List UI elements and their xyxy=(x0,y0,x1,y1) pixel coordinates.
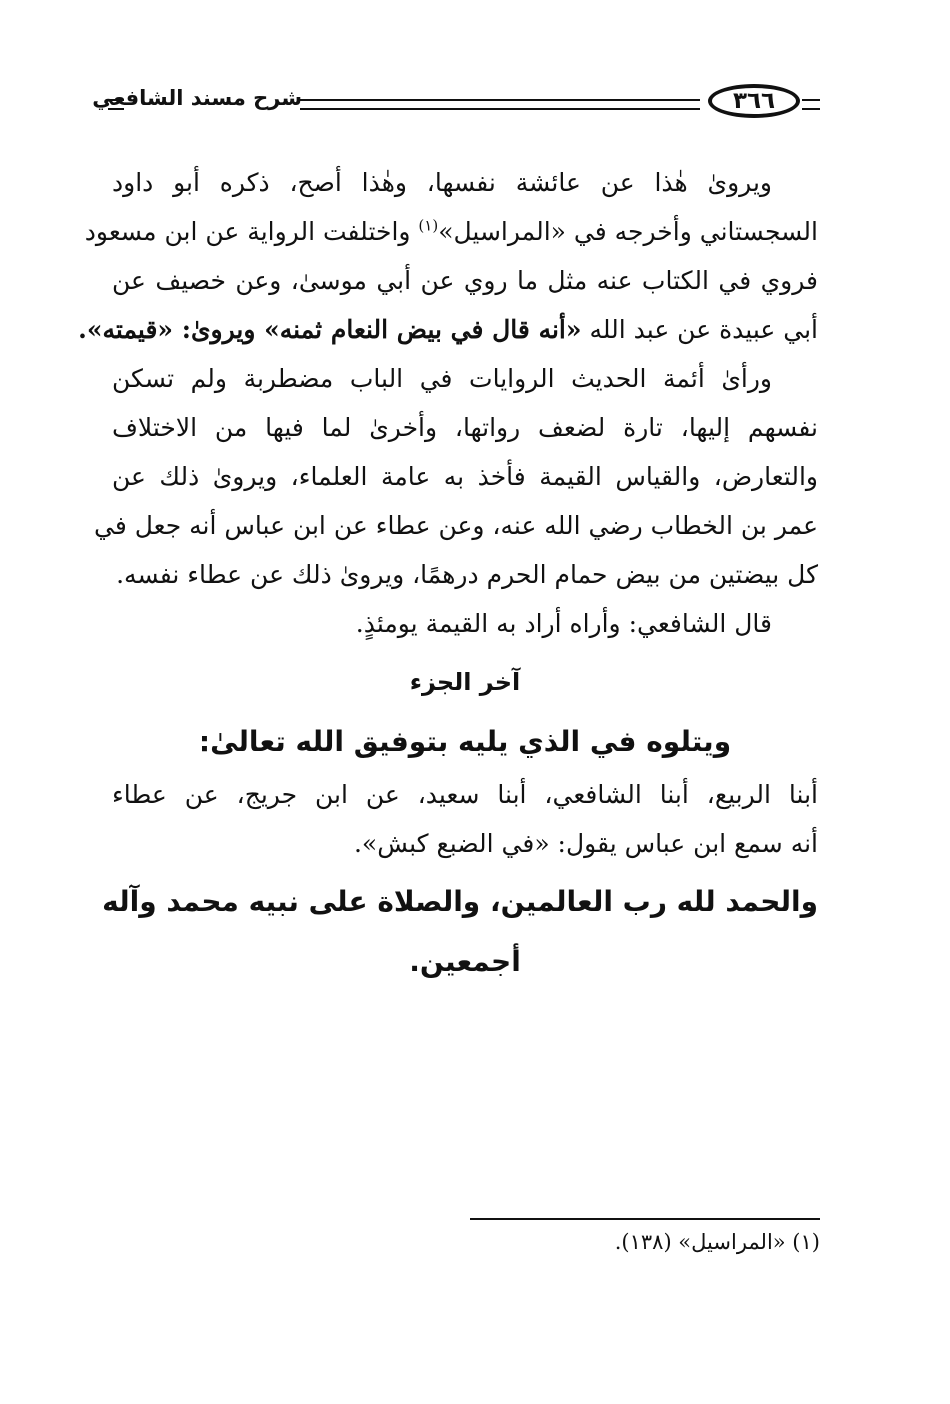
text-line xyxy=(78,305,818,354)
footnote-ref[interactable]: (١) xyxy=(418,216,439,235)
text-line: ويروىٰ هٰذا عن عائشة نفسها، وهٰذا أصح، ذكره أبو داود xyxy=(112,168,772,197)
text-line: عمر بن الخطاب رضي الله عنه، وعن عطاء عن ابن عباس أنه جعل في xyxy=(94,511,818,540)
bold-text: ويروىٰ: xyxy=(173,315,265,344)
text-line: والتعارض، والقياس القيمة فأخذ به عامة العلماء، ويروىٰ ذلك عن xyxy=(112,462,818,491)
closing-line: والحمد لله رب العالمين، والصلاة على نبيه محمد وآله xyxy=(102,885,818,918)
paragraph-1 xyxy=(78,158,818,354)
paragraph-2 xyxy=(94,354,818,599)
text-span: واختلفت الرواية عن ابن مسعود xyxy=(84,217,419,246)
header-rule-middle xyxy=(300,99,700,110)
text-line: أنه سمع ابن عباس يقول: «في الضبع كبش». xyxy=(353,829,818,858)
header-rule-left xyxy=(108,99,124,110)
main-text xyxy=(78,158,818,648)
end-of-part-heading: آخر الجزء xyxy=(409,668,521,696)
footnote-divider xyxy=(470,1218,820,1220)
closing-doxology xyxy=(102,872,818,992)
page-number-badge: ٣٦٦ xyxy=(708,84,800,118)
next-part-text xyxy=(112,770,818,868)
bold-text: . xyxy=(78,315,87,344)
text-line: ورأىٰ أئمة الحديث الروايات في الباب مضطربة ولم تسكن xyxy=(112,364,772,393)
page-header xyxy=(92,82,820,124)
text-line: فروي في الكتاب عنه مثل ما روي عن أبي موسىٰ، وعن خصيف عن xyxy=(112,266,818,295)
bold-quote: «قيمته» xyxy=(86,315,174,344)
closing-line: أجمعين. xyxy=(409,945,521,978)
text-span: السجستاني وأخرجه في «المراسيل» xyxy=(438,217,818,246)
footnote: (١) «المراسيل» (١٣٨). xyxy=(614,1230,820,1254)
text-line: قال الشافعي: وأراه أراد به القيمة يومئذٍ. xyxy=(355,609,772,638)
text-line: أبنا الربيع، أبنا الشافعي، أبنا سعيد، عن ابن جريج، عن عطاء xyxy=(112,780,818,809)
text-span: أبي عبيدة عن عبد الله xyxy=(581,315,818,344)
header-rule-right xyxy=(802,99,820,110)
paragraph-3 xyxy=(112,599,818,648)
text-line: كل بيضتين من بيض حمام الحرم درهمًا، ويروىٰ ذلك عن عطاء نفسه. xyxy=(116,560,818,589)
text-line: نفسهم إليها، تارة لضعف رواتها، وأخرىٰ لما فيها من الاختلاف xyxy=(112,413,818,442)
running-title: شرح مسند الشافعي xyxy=(92,86,302,110)
continuation-heading: ويتلوه في الذي يليه بتوفيق الله تعالىٰ: xyxy=(198,725,732,758)
text-line xyxy=(84,207,818,256)
bold-quote: «أنه قال في بيض النعام ثمنه» xyxy=(264,315,582,344)
